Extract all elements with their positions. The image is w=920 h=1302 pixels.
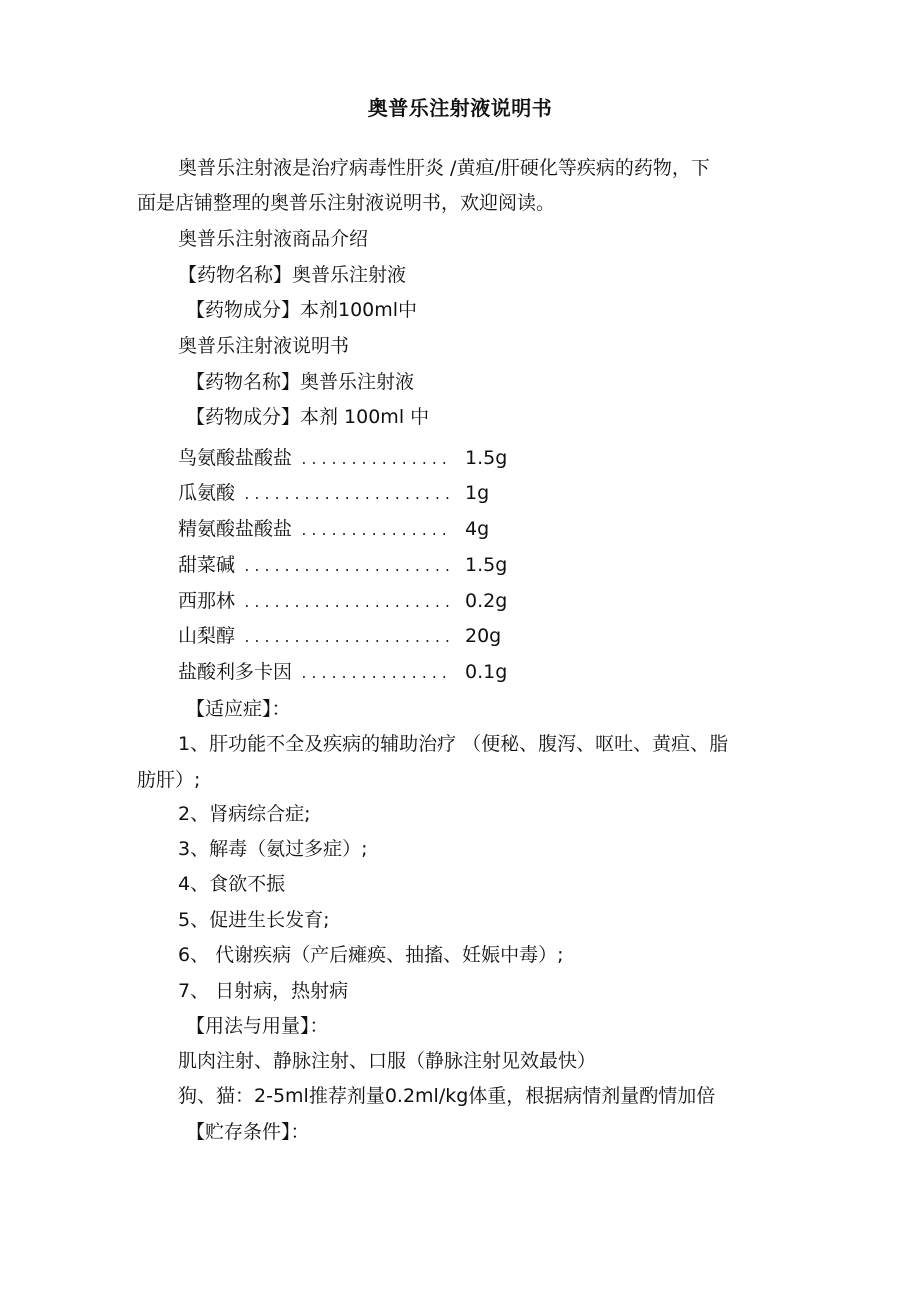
ingredient-row: [178, 445, 508, 474]
indication-item-5: 5、促进生长发育;: [178, 909, 330, 931]
section-heading-intro: 奥普乐注射液商品介绍: [178, 228, 369, 250]
intro-drug-name: 【药物名称】奥普乐注射液: [178, 264, 407, 286]
indication-item-1: 1、肝功能不全及疾病的辅助治疗 （便秘、腹泻、呕吐、黄疸、脂: [178, 733, 729, 755]
storage-heading: 【贮存条件】：: [186, 1121, 310, 1143]
document-title: 奥普乐注射液说明书: [367, 96, 553, 120]
indication-item-1-continued: 肪肝）;: [137, 769, 201, 791]
section-heading-manual: 奥普乐注射液说明书: [178, 335, 350, 357]
ingredient-row: [178, 552, 508, 581]
ingredient-amount: 0.1g: [465, 661, 508, 683]
ingredient-leader-dots: ...............: [300, 524, 451, 539]
intro-paragraph-line-2: 面是店铺整理的奥普乐注射液说明书，欢迎阅读。: [137, 192, 556, 214]
ingredient-amount: 4g: [465, 518, 490, 540]
ingredient-amount: 1g: [465, 482, 490, 504]
ingredient-name: 精氨酸盐酸盐: [178, 518, 293, 540]
ingredient-name: 西那林: [178, 590, 236, 612]
ingredient-leader-dots: .....................: [243, 596, 454, 611]
usage-line-1: 肌肉注射、静脉注射、口服（静脉注射见效最快）: [178, 1050, 597, 1072]
ingredient-leader-dots: ...............: [300, 667, 451, 682]
manual-drug-ingredients: 【药物成分】本剂 100ml 中: [186, 406, 430, 428]
indication-item-4: 4、食欲不振: [178, 873, 286, 895]
ingredient-name: 盐酸利多卡因: [178, 661, 293, 683]
ingredient-row: [178, 480, 490, 509]
manual-drug-name: 【药物名称】奥普乐注射液: [186, 371, 415, 393]
usage-line-2: 狗、猫：2-5ml推荐剂量0.2ml/kg体重，根据病情剂量酌情加倍: [178, 1085, 716, 1107]
ingredient-name: 瓜氨酸: [178, 482, 236, 504]
ingredient-leader-dots: .....................: [243, 488, 454, 503]
indications-heading: 【适应症】：: [186, 698, 291, 720]
ingredient-row: [178, 588, 508, 617]
ingredient-leader-dots: ...............: [300, 453, 451, 468]
intro-drug-ingredients: 【药物成分】本剂100ml中: [186, 299, 418, 321]
indication-item-7: 7、 日射病，热射病: [178, 980, 349, 1002]
intro-paragraph-line-1: 奥普乐注射液是治疗病毒性肝炎 /黄疸/肝硬化等疾病的药物，下: [178, 157, 710, 179]
usage-heading: 【用法与用量】：: [186, 1015, 329, 1037]
ingredient-amount: 0.2g: [465, 590, 508, 612]
indication-item-3: 3、解毒（氨过多症）;: [178, 838, 368, 860]
indication-item-2: 2、肾病综合症;: [178, 803, 311, 825]
indication-item-6: 6、 代谢疾病（产后瘫痪、抽搐、妊娠中毒）;: [178, 944, 564, 966]
ingredient-row: [178, 623, 502, 652]
ingredient-amount: 1.5g: [465, 554, 508, 576]
ingredient-amount: 20g: [465, 625, 502, 647]
ingredient-name: 鸟氨酸盐酸盐: [178, 447, 293, 469]
ingredient-amount: 1.5g: [465, 447, 508, 469]
ingredient-name: 山梨醇: [178, 625, 236, 647]
ingredient-leader-dots: .....................: [243, 560, 454, 575]
ingredient-name: 甜菜碱: [178, 554, 236, 576]
ingredient-row: [178, 659, 508, 688]
ingredient-row: [178, 516, 490, 545]
ingredient-leader-dots: .....................: [243, 631, 454, 646]
